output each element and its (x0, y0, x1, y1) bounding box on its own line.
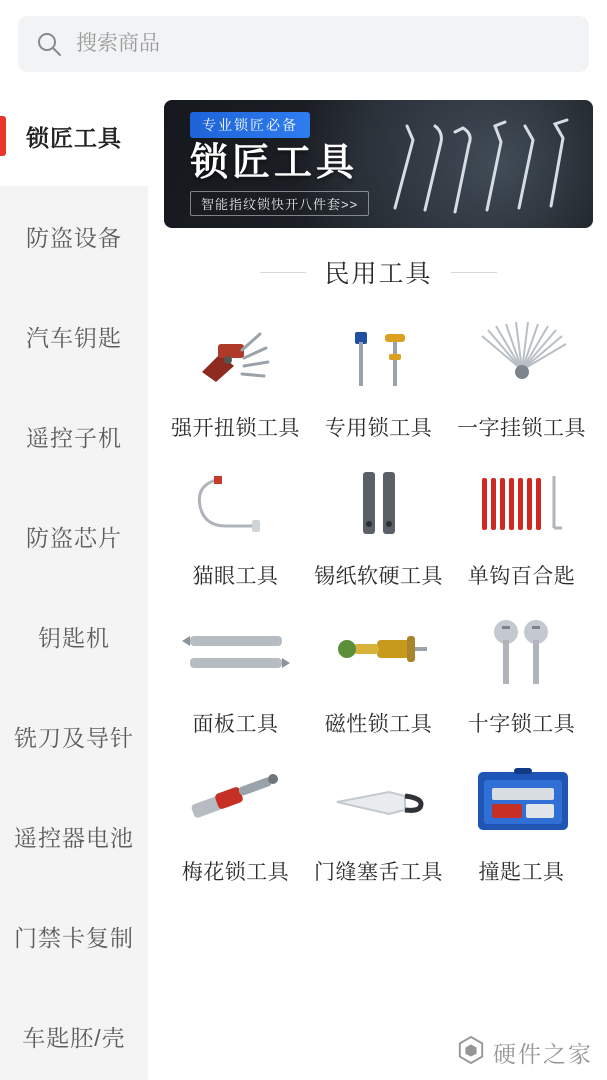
search-icon (36, 31, 62, 57)
pick-set-icon (462, 462, 582, 548)
sidebar-item-label: 铣刀及导针 (14, 724, 134, 751)
sidebar-item-label: 门禁卡复制 (14, 924, 134, 951)
sidebar-item-1[interactable] (0, 186, 148, 286)
fan-pick-icon (462, 314, 582, 400)
plum-lock-icon (176, 758, 296, 844)
lockpick-illustration-icon (355, 100, 585, 228)
content-body (0, 86, 607, 1080)
hexagon-logo-icon (457, 1035, 485, 1070)
cross-lock-icon (462, 610, 582, 696)
product-label: 磁性锁工具 (324, 713, 433, 736)
product-cell-9[interactable] (164, 744, 307, 886)
product-cell-4[interactable] (307, 448, 450, 590)
sidebar-item-label: 钥匙机 (38, 624, 110, 651)
sidebar-item-4[interactable] (0, 486, 148, 586)
banner-title: 锁匠工具 (190, 141, 359, 184)
product-label: 一字挂锁工具 (457, 417, 586, 440)
sidebar-item-2[interactable] (0, 286, 148, 386)
product-label: 猫眼工具 (192, 565, 279, 588)
sidebar-item-label: 防盗设备 (26, 224, 122, 251)
sidebar-item-label: 锁匠工具 (26, 124, 122, 151)
sidebar-item-7[interactable] (0, 786, 148, 886)
sidebar-item-0[interactable] (0, 86, 148, 186)
promo-banner[interactable] (164, 100, 593, 228)
product-label: 强开扭锁工具 (171, 417, 300, 440)
foil-tool-icon (319, 462, 439, 548)
product-cell-6[interactable] (164, 596, 307, 738)
product-label: 专用锁工具 (324, 417, 433, 440)
sidebar-item-label: 遥控器电池 (14, 824, 134, 851)
product-label: 梅花锁工具 (181, 861, 290, 884)
product-cell-2[interactable] (450, 300, 593, 442)
section-title (164, 254, 593, 290)
door-shim-icon (319, 758, 439, 844)
product-label: 门缝塞舌工具 (314, 861, 443, 884)
product-panel (148, 86, 607, 1080)
search-bar (0, 0, 607, 86)
product-grid (164, 300, 593, 886)
panel-tool-icon (176, 610, 296, 696)
bump-key-kit-icon (462, 758, 582, 844)
watermark-text: 硬件之家 (493, 1041, 593, 1067)
banner-tag: 专业锁匠必备 (190, 112, 310, 138)
sidebar-item-label: 车匙胚/壳 (22, 1024, 126, 1051)
sidebar-item-6[interactable] (0, 686, 148, 786)
product-cell-8[interactable] (450, 596, 593, 738)
product-cell-11[interactable] (450, 744, 593, 886)
product-label: 单钩百合匙 (467, 565, 576, 588)
product-label: 撞匙工具 (478, 861, 565, 884)
search-box[interactable] (18, 16, 589, 72)
product-cell-5[interactable] (450, 448, 593, 590)
title-divider-left (260, 272, 306, 273)
watermark (457, 1035, 593, 1070)
search-input[interactable] (76, 32, 571, 56)
product-cell-7[interactable] (307, 596, 450, 738)
sidebar-item-9[interactable] (0, 986, 148, 1080)
category-sidebar[interactable] (0, 86, 148, 1080)
peephole-hook-icon (176, 462, 296, 548)
multitool-icon (176, 314, 296, 400)
product-cell-10[interactable] (307, 744, 450, 886)
sidebar-item-label: 汽车钥匙 (26, 324, 122, 351)
banner-subtitle: 智能指纹锁快开八件套>> (190, 191, 369, 216)
sidebar-item-8[interactable] (0, 886, 148, 986)
product-label: 十字锁工具 (467, 713, 576, 736)
product-label: 面板工具 (192, 713, 279, 736)
section-title-text: 民用工具 (324, 260, 433, 288)
product-cell-1[interactable] (307, 300, 450, 442)
product-cell-0[interactable] (164, 300, 307, 442)
title-divider-right (451, 272, 497, 273)
product-cell-3[interactable] (164, 448, 307, 590)
sidebar-item-label: 遥控子机 (26, 424, 122, 451)
tension-wrench-icon (319, 314, 439, 400)
product-label: 锡纸软硬工具 (314, 565, 443, 588)
magnetic-lock-icon (319, 610, 439, 696)
sidebar-item-3[interactable] (0, 386, 148, 486)
sidebar-item-5[interactable] (0, 586, 148, 686)
sidebar-item-label: 防盗芯片 (26, 524, 122, 551)
